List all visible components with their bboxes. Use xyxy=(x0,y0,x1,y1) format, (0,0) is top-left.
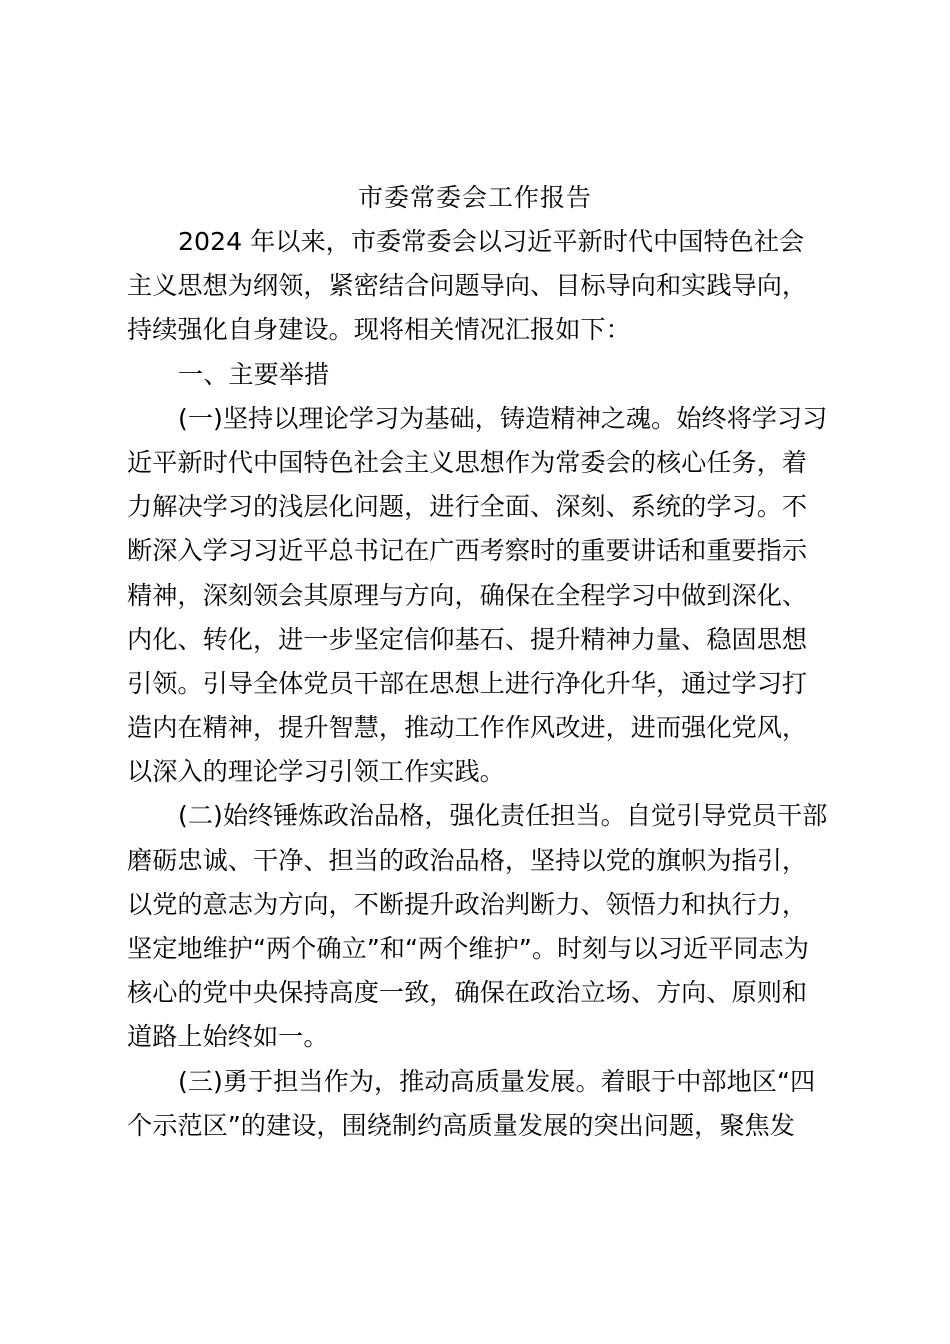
intro-paragraph xyxy=(127,220,823,353)
paragraph-line: 磨砺忠诚、干净、担当的政治品格，坚持以党的旗帜为指引， xyxy=(127,845,808,875)
paragraph-line: 主义思想为纲领，紧密结合问题导向、目标导向和实践导向， xyxy=(127,271,808,301)
document-page xyxy=(127,178,828,1148)
paragraph-line: 持续强化自身建设。现将相关情况汇报如下： xyxy=(127,315,631,345)
paragraph-line: 坚定地维护“两个确立”和“两个维护”。时刻与以习近平同志为 xyxy=(127,934,809,963)
paragraph-line: 引领。引导全体党员干部在思想上进行净化升华，通过学习打 xyxy=(127,668,808,698)
section-paragraph-1 xyxy=(127,397,828,795)
section-paragraph-2 xyxy=(127,794,828,1059)
paragraph-line: (一)坚持以理论学习为基础，铸造精神之魂。始终将学习习 xyxy=(178,403,828,433)
section-heading-text: 一、主要举措 xyxy=(178,359,330,389)
paragraph-line: 断深入学习习近平总书记在广西考察时的重要讲话和重要指示 xyxy=(127,536,808,566)
paragraph-line: 力解决学习的浅层化问题，进行全面、深刻、系统的学习。不 xyxy=(127,492,808,522)
paragraph-line: 内化、转化，进一步坚定信仰基石、提升精神力量、稳固思想 xyxy=(127,624,808,654)
paragraph-line: 造内在精神，提升智慧，推动工作作风改进，进而强化党风， xyxy=(127,713,808,743)
paragraph-line: 以深入的理论学习引领工作实践。 xyxy=(127,757,505,787)
paragraph-line: 道路上始终如一。 xyxy=(127,1022,329,1052)
paragraph-line: 个示范区”的建设，围绕制约高质量发展的突出问题，聚焦发 xyxy=(127,1110,795,1140)
paragraph-line: 2024 年以来，市委常委会以习近平新时代中国特色社会 xyxy=(178,227,805,256)
paragraph-line: 核心的党中央保持高度一致，确保在政治立场、方向、原则和 xyxy=(127,978,808,1008)
section-heading xyxy=(127,353,823,397)
paragraph-line: 以党的意志为方向，不断提升政治判断力、领悟力和执行力， xyxy=(127,889,808,919)
paragraph-line: (三)勇于担当作为，推动高质量发展。着眼于中部地区“四 xyxy=(178,1066,816,1096)
section-paragraph-3 xyxy=(127,1060,823,1148)
paragraph-line: 精神，深刻领会其原理与方向，确保在全程学习中做到深化、 xyxy=(127,580,808,610)
paragraph-line: 近平新时代中国特色社会主义思想作为常委会的核心任务，着 xyxy=(127,447,808,477)
document-title: 市委常委会工作报告 xyxy=(357,183,592,212)
paragraph-line: (二)始终锤炼政治品格，强化责任担当。自觉引导党员干部 xyxy=(178,801,828,831)
